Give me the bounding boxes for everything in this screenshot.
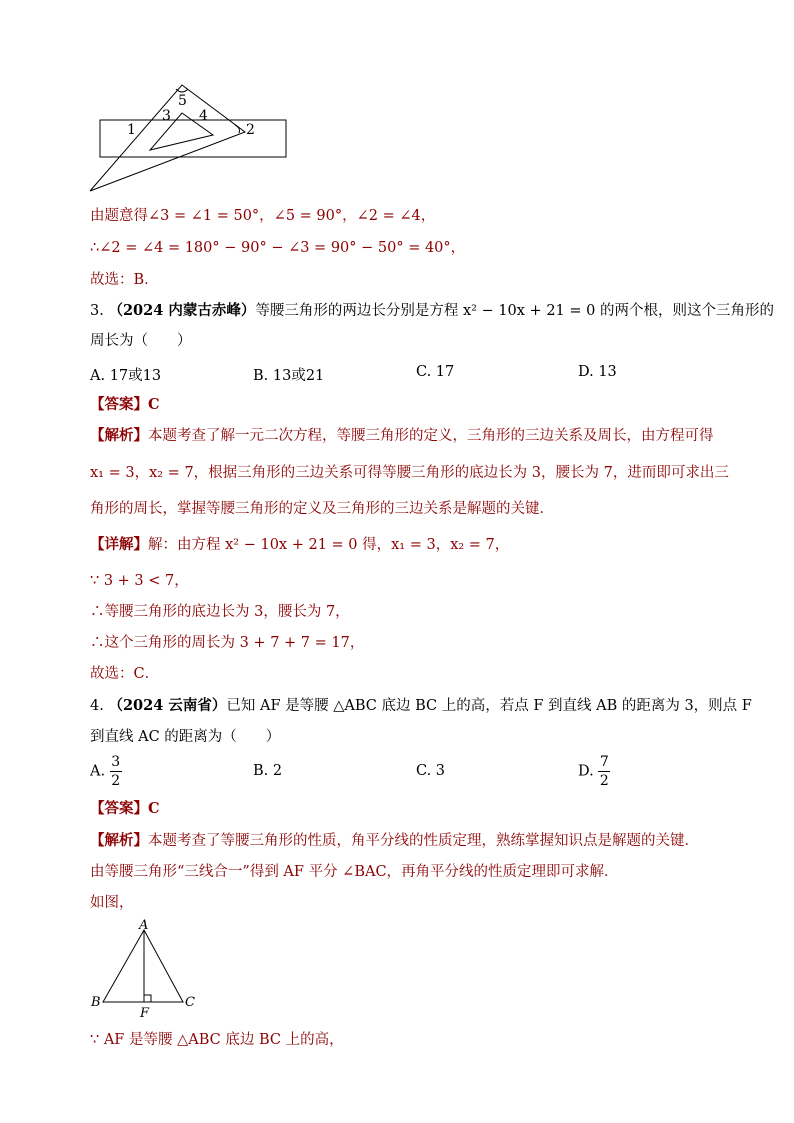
q4-answer: 【答案】C [90,800,160,817]
large-triangle [90,85,245,191]
q3-stem-line2: 周长为（ ） [90,333,192,349]
vertex-c-label: C [185,995,195,1010]
q3-answer: 【答案】C [90,396,160,413]
label-1: 1 [127,122,136,138]
q3-analysis-line2: x₁ = 3，x₂ = 7，根据三角形的三边关系可得等腰三角形的底边长为 3，腰长为 7，进而即可求出三 [90,465,729,481]
q3-option-c: C. 17 [416,364,455,380]
vertex-b-label: B [91,995,101,1010]
q4-stem-line1: 已知 AF 是等腰 △ABC 底边 BC 上的高，若点 F 到直线 AB 的距离为 3，则点 F [226,698,752,714]
q2-solution-line2: ∴∠2 = ∠4 = 180° − 90° − ∠3 = 90° − 50° = 40°， [90,240,466,256]
point-f-label: F [140,1006,150,1020]
q3-detail-line1: 【详解】解：由方程 x² − 10x + 21 = 0 得，x₁ = 3，x₂ = 7， [90,536,510,553]
q4-last-line: ∵ AF 是等腰 △ABC 底边 BC 上的高， [90,1032,344,1048]
q4-option-d-fraction: $\frac{7}{2}$ [599,754,609,789]
vertex-a-label: A [139,918,149,933]
q4-as-figure: 如图， [90,895,134,911]
q3-analysis-line1: 【解析】本题考查了解一元二次方程，等腰三角形的定义，三角形的三边关系及周长，由方程可得 [90,427,714,444]
q2-solution-line3: 故选：B． [90,272,159,288]
label-5: 5 [178,93,187,109]
angle-arc-2 [235,125,240,133]
figure-isosceles-triangle [88,918,200,1020]
figure-triangles-ruler [85,80,300,195]
q4-stem [90,696,752,716]
label-4: 4 [199,108,208,124]
label-3: 3 [162,108,171,124]
q4-number: 4. [90,698,104,714]
q4-option-b: B. 2 [253,763,283,779]
q4-option-d: D. $\frac{7}{2}$ [578,754,609,789]
q4-analysis-line1: 【解析】本题考查了等腰三角形的性质，角平分线的性质定理，熟练掌握知识点是解题的关键． [90,832,699,849]
q3-detail-line3: ∴等腰三角形的底边长为 3，腰长为 7， [90,604,350,620]
q4-analysis-line2: 由等腰三角形“三线合一”得到 AF 平分 ∠BAC，再角平分线的性质定理即可求解． [90,864,619,880]
q3-detail-line5: 故选：C． [90,666,160,682]
q3-stem [90,301,774,321]
q3-number: 3. [90,303,104,319]
right-angle-mark [144,995,151,1002]
q3-option-b: B. 13或21 [253,368,325,384]
q3-stem-line1: 等腰三角形的两边长分别是方程 x² − 10x + 21 = 0 的两个根，则这个三角形的 [255,303,774,319]
q4-source: （2024 云南省） [108,697,227,714]
q4-stem-line2: 到直线 AC 的距离为（ ） [90,729,281,745]
q2-solution-line1: 由题意得∠3 = ∠1 = 50°，∠5 = 90°，∠2 = ∠4， [90,208,436,224]
label-2: 2 [246,122,255,138]
q4-option-a: A. $\frac{3}{2}$ [90,754,121,789]
q3-detail-line4: ∴这个三角形的周长为 3 + 7 + 7 = 17， [90,635,365,651]
q3-analysis-line3: 角形的周长，掌握等腰三角形的定义及三角形的三边关系是解题的关键． [90,501,554,517]
q3-option-d: D. 13 [578,364,617,380]
q3-source: （2024 内蒙古赤峰） [108,302,256,319]
q4-option-a-fraction: $\frac{3}{2}$ [111,754,121,789]
q3-detail-line2: ∵ 3 + 3 < 7， [90,573,189,589]
triangle-abc [103,930,183,1002]
q3-option-a: A. 17或13 [90,368,162,384]
q4-option-c: C. 3 [416,763,446,779]
